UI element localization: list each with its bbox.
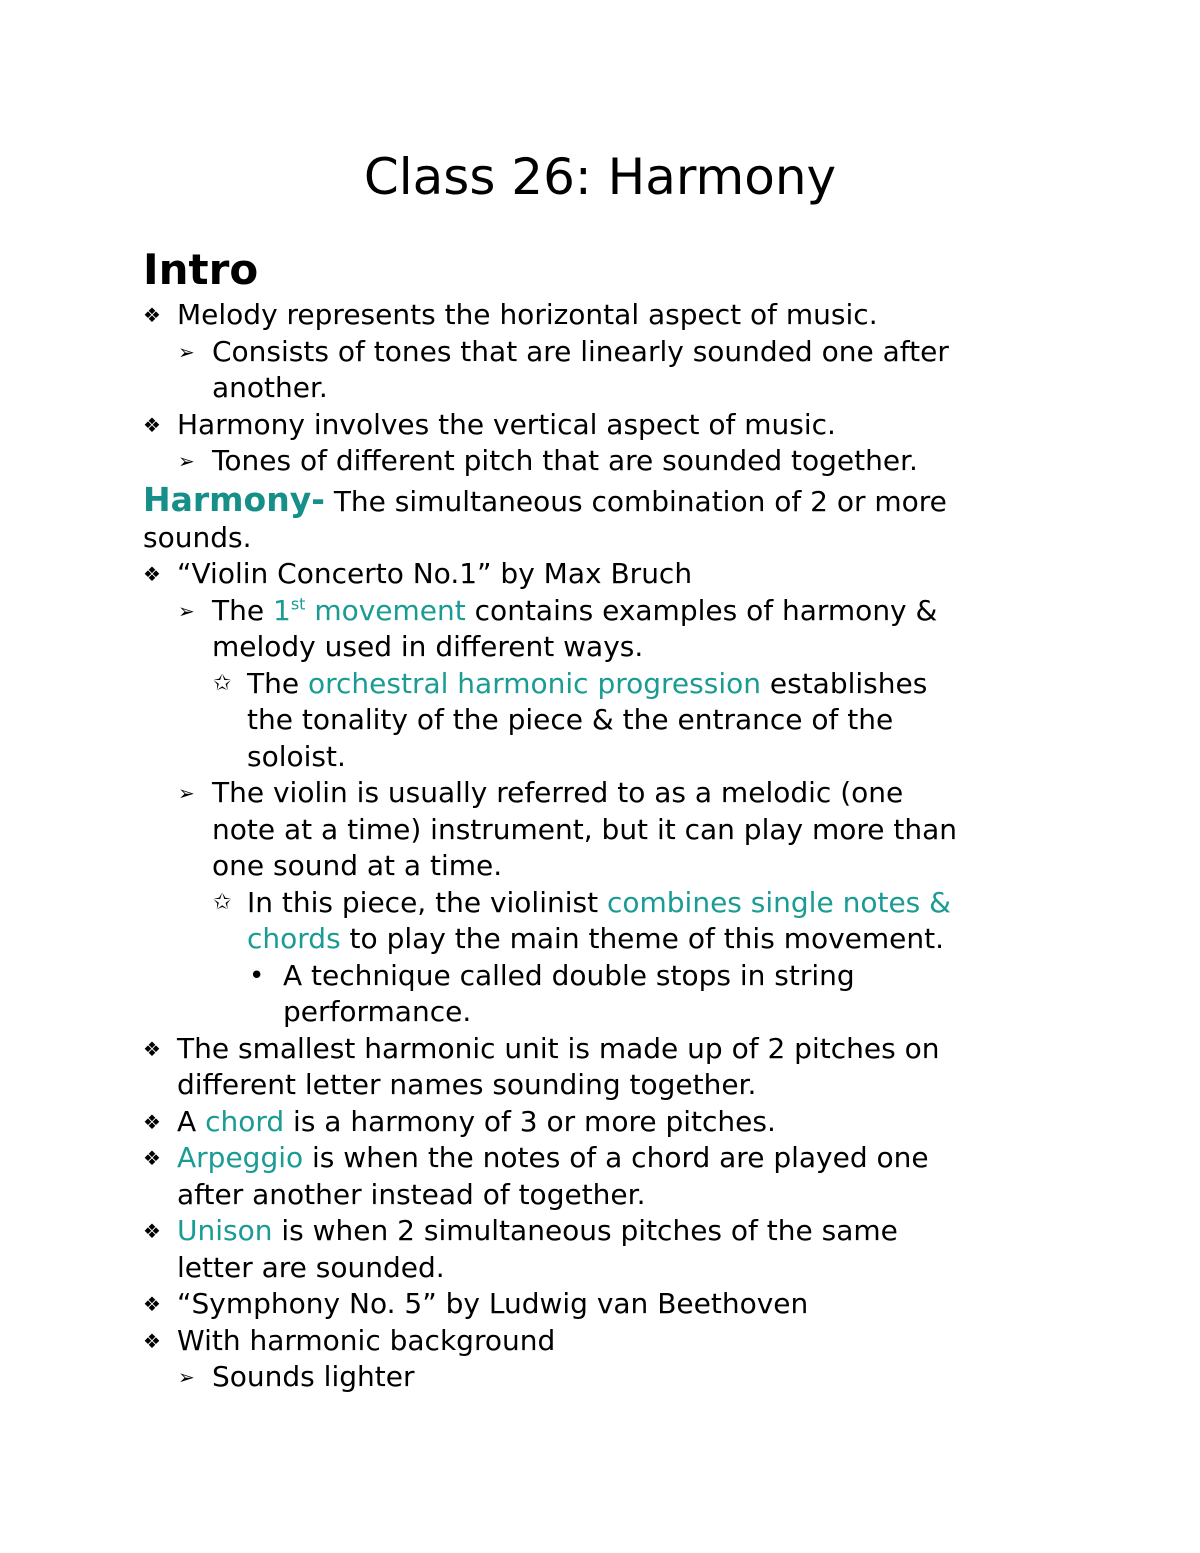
- arrow-bullet-icon: ➢: [178, 781, 195, 805]
- diamond-bullet-icon: ❖: [143, 1219, 161, 1243]
- list-item: • A technique called double stops in string: [143, 958, 1073, 995]
- diamond-bullet-icon: ❖: [143, 1292, 161, 1316]
- list-item-continuation: melody used in different ways.: [212, 630, 644, 663]
- arrow-bullet-icon: ➢: [178, 1365, 195, 1389]
- diamond-bullet-icon: ❖: [143, 1109, 161, 1134]
- list-item-continuation: different letter names sounding together.: [177, 1068, 757, 1101]
- list-item: ✩ The orchestral harmonic progression establishes: [143, 666, 1073, 703]
- list-item: ❖ Arpeggio is when the notes of a chord are played one: [143, 1140, 1073, 1177]
- list-item: ➢ Consists of tones that are linearly sounded one after: [143, 334, 1073, 371]
- list-item: ➢ The 1st movement contains examples of harmony &: [143, 593, 1073, 630]
- list-item-continuation: one sound at a time.: [212, 849, 503, 882]
- diamond-bullet-icon: ❖: [143, 562, 161, 586]
- list-item: ❖ A chord is a harmony of 3 or more pitches.: [143, 1104, 1073, 1141]
- definition-term: Harmony-: [143, 479, 325, 519]
- diamond-bullet-icon: ❖: [143, 1146, 161, 1170]
- list-item: ❖ Unison is when 2 simultaneous pitches of the same: [143, 1213, 1073, 1250]
- list-item-continuation: the tonality of the piece & the entrance of the: [247, 703, 894, 736]
- dot-bullet-icon: •: [249, 960, 265, 991]
- list-item-continuation: letter are sounded.: [177, 1250, 445, 1284]
- list-item: ❖ Melody represents the horizontal aspect of music.: [143, 297, 1073, 334]
- list-item-continuation: another.: [212, 371, 328, 404]
- diamond-bullet-icon: ❖: [143, 1328, 161, 1353]
- definition-line: Harmony- The simultaneous combination of 2 or more: [143, 479, 947, 519]
- diamond-bullet-icon: ❖: [143, 303, 161, 327]
- list-item: ✩ In this piece, the violinist combines single notes &: [143, 885, 1073, 922]
- page-title: Class 26: Harmony: [363, 148, 837, 206]
- arrow-bullet-icon: ➢: [178, 449, 195, 473]
- list-item: ❖ With harmonic background: [143, 1323, 1073, 1360]
- diamond-bullet-icon: ❖: [143, 412, 161, 437]
- arrow-bullet-icon: ➢: [178, 598, 195, 623]
- list-item-continuation: note at a time) instrument, but it can play more than: [212, 812, 958, 846]
- star-bullet-icon: ✩: [213, 670, 232, 696]
- star-bullet-icon: ✩: [213, 889, 232, 915]
- list-item-continuation: soloist.: [247, 739, 346, 773]
- list-item: ➢ Sounds lighter: [143, 1359, 1073, 1396]
- arrow-bullet-icon: ➢: [178, 339, 195, 364]
- list-item: ❖ The smallest harmonic unit is made up of 2 pitches on: [143, 1031, 1073, 1068]
- list-item: ❖ Harmony involves the vertical aspect of music.: [143, 407, 1073, 444]
- list-item: ➢ The violin is usually referred to as a melodic (one: [143, 775, 1073, 812]
- list-item: ❖ “Symphony No. 5” by Ludwig van Beethoven: [143, 1286, 1073, 1323]
- definition-continuation: sounds.: [143, 520, 252, 554]
- list-item: ❖ “Violin Concerto No.1” by Max Bruch: [143, 556, 1073, 593]
- notes-body: [143, 297, 1073, 1396]
- diamond-bullet-icon: ❖: [143, 1036, 161, 1061]
- list-item-continuation: chords to play the main theme of this movement.: [247, 922, 945, 955]
- list-item-continuation: performance.: [283, 995, 472, 1028]
- list-item: ➢ Tones of different pitch that are sounded together.: [143, 443, 1073, 480]
- section-heading-intro: Intro: [143, 245, 259, 294]
- list-item-continuation: after another instead of together.: [177, 1177, 646, 1211]
